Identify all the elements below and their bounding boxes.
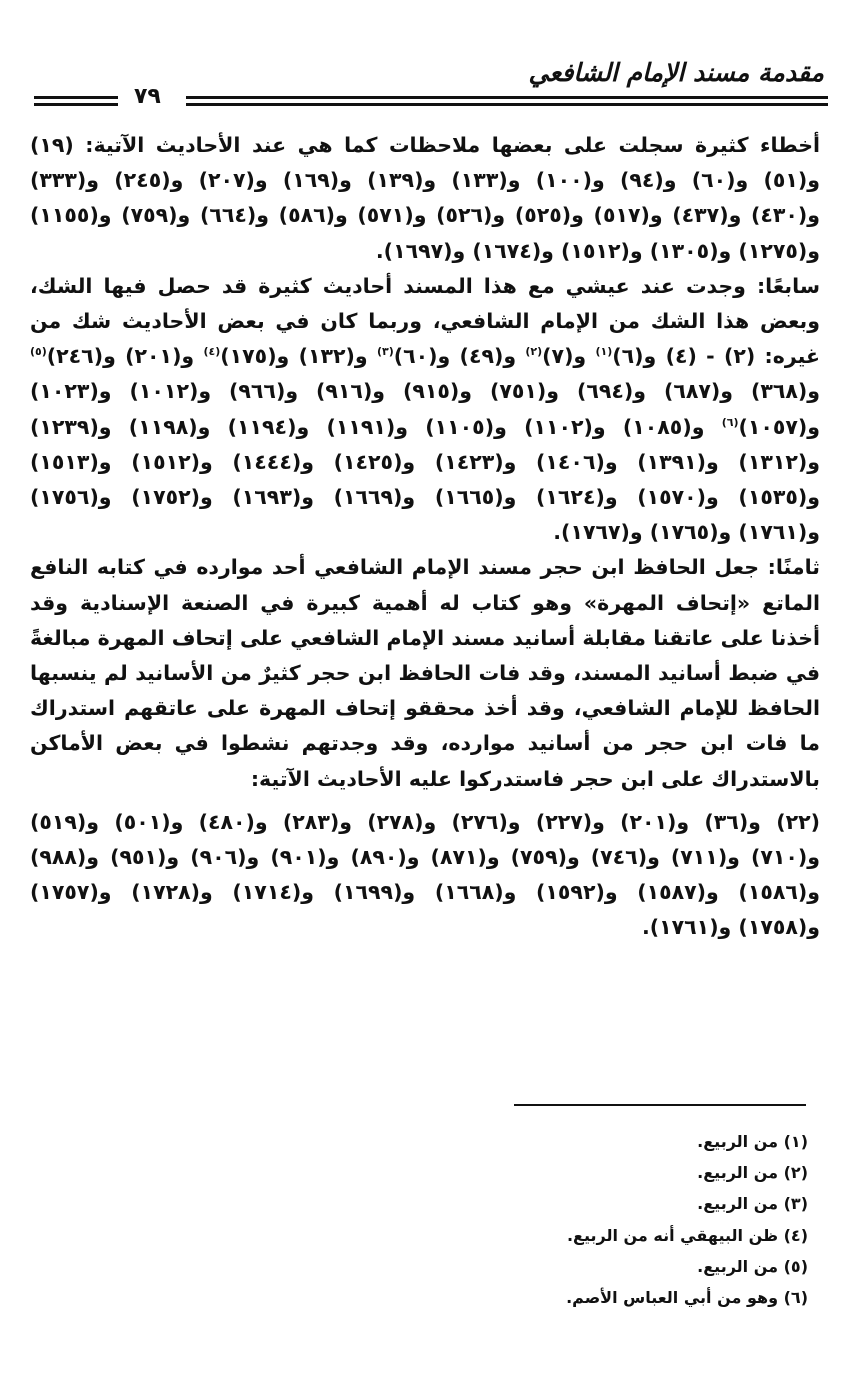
- paragraph: [30, 128, 820, 269]
- hadith-number-list: و(١٠٢٣) و(١٠٥٧): [30, 379, 821, 439]
- hadith-number-list: و(١٤٤٤) و(١٥١٢) و(١٥١٣) و(١٥٣٥) و(١٥٧٠) و(١٦٢٤) و(١٦٦٥): [30, 449, 820, 510]
- hadith-number-list: و(٢٤٦): [46, 344, 116, 369]
- section-lead: سابعًا:: [756, 273, 820, 298]
- text-line: وقد فات الحافظ ابن حجر كثيرٌ من الأسانيد لم ينسبها الحافظ للإمام الشافعي، وقد: [30, 661, 821, 721]
- footnote: (٦) وهو من أبي العباس الأصم.: [566, 1288, 808, 1308]
- header-rule: [34, 96, 118, 99]
- hadith-number-list: و(١٧٢٨) و(١٧٥٧) و(١٧٥٨) و(١٧٦١).: [30, 880, 820, 940]
- header-rule: [186, 103, 828, 106]
- section-lead: ثامنًا:: [767, 555, 820, 580]
- footnote: (٢) من الربيع.: [697, 1163, 808, 1183]
- footnote-marker: (٥): [30, 345, 47, 359]
- hadith-number-list: و(١١٩٨) و(١٢٣٩) و(١٣١٢) و(١٣٩١) و(١٤٠٦) و(١٤٢٣) و(١٤٢٥): [30, 414, 820, 474]
- footnotes: [388, 1126, 808, 1313]
- hadith-number-list: و(٤٩) و(٦٠): [393, 344, 526, 369]
- main-text: [30, 128, 820, 946]
- running-title: مقدمة مسند الإمام الشافعي: [528, 58, 824, 87]
- paragraph: [30, 805, 820, 946]
- text-line: «إتحاف المهرة» وهو كتاب له أهمية كبيرة في الصنعة الإسنادية وقد أخذنا على عاتقنا: [30, 590, 820, 650]
- text-line: وبعض هذا الشك من الإمام الشافعي، وربما كان في بعض الأحاديث شك من غيره:: [30, 309, 820, 369]
- footnote: (٣) من الربيع.: [697, 1194, 808, 1214]
- hadith-number-list: و(١٣٢) و(١٧٥): [220, 344, 377, 369]
- footnote: (٤) ظن البيهقي أنه من الربيع.: [566, 1225, 808, 1245]
- footnote-marker: (٤): [203, 345, 221, 359]
- text-line: الأحاديث الآتية:: [250, 766, 402, 791]
- header-rule: [186, 96, 828, 99]
- hadith-number-list: (٢٢) و(٣٦) و(٢٠١) و(٢٢٧) و(٢٧٦) و(٢٧٨) و(٢٨٣) و(٤٨٠) و(٥٠١): [114, 809, 820, 834]
- hadith-number-list: و(١٦٦٩) و(١٦٩٣) و(١٧٥٢) و(١٧٥٦) و(١٧٦١) و(١٧٦٥) و(١٧٦٧).: [30, 485, 820, 545]
- hadith-number-list: و(٣٦٨) و(٦٨٧) و(٦٩٤) و(٧٥١) و(٩١٥) و(٩١٦) و(٩٦٦) و(١٠١٢): [129, 379, 820, 404]
- hadith-number-list: و(٥١٩) و(٧١٠) و(٧١١) و(٧٤٦) و(٧٥٩) و(٨٧١) و(٨٩٠) و(٩٠١) و(٩٠٦): [30, 809, 821, 870]
- hadith-number-list: (١٩) و(٥١) و(٦٠) و(٩٤) و(١٠٠) و(١٣٣) و(١٣٩) و(١٦٩) و(٢٠٧) و(٢٤٥): [30, 133, 821, 193]
- hadith-number-list: و(٧٥٩) و(١١٥٥) و(١٢٧٥) و(١٣٠٥) و(١٥١٢) و(١٦٧٤) و(١٦٩٧).: [30, 203, 820, 263]
- footnote-marker: (٦): [721, 415, 739, 429]
- paragraph-eighth: [30, 550, 820, 796]
- text-line: جعل الحافظ ابن حجر مسند الإمام الشافعي أحد موارده في كتابه النافع الماتع: [30, 555, 820, 615]
- footnote: (٥) من الربيع.: [697, 1256, 808, 1276]
- hadith-number-list: و(٩٥١) و(٩٨٨) و(١٥٨٦) و(١٥٨٧) و(١٥٩٢) و(١٦٦٨) و(١٦٩٩) و(١٧١٤): [30, 845, 820, 905]
- text-line: أخذ محققو إتحاف المهرة على عاتقهم استدراك ما فات ابن حجر من أسانيد موارده،: [30, 696, 821, 756]
- paragraph-seventh: [30, 269, 820, 551]
- running-header: [30, 56, 828, 112]
- header-rule: [34, 103, 118, 106]
- hadith-number-list: و(١٠٨٥) و(١١٠٢) و(١١٠٥) و(١١٩١) و(١١٩٤): [227, 414, 722, 439]
- page-number: ٧٩: [134, 84, 161, 109]
- hadith-number-list: و(٢٠١): [125, 344, 204, 369]
- footnote-marker: (٣): [376, 345, 394, 359]
- footnote-divider: [514, 1104, 806, 1106]
- text-line: وقد وجدتهم نشطوا في بعض الأماكن بالاستدراك على ابن حجر فاستدركوا عليه: [30, 731, 820, 791]
- footnote-marker: (٢): [525, 345, 543, 359]
- hadith-number-list: و(٣٣٣) و(٤٣٠) و(٤٣٧) و(٥١٧) و(٥٢٥) و(٥٢٦) و(٥٧١) و(٥٨٦) و(٦٦٤): [30, 168, 821, 228]
- footnote-marker: (١): [595, 345, 613, 359]
- text-line: مقابلة أسانيد مسند الإمام الشافعي على إتحاف المهرة مبالغةً في ضبط أسانيد المسند،: [30, 625, 820, 686]
- hadith-number-list: (٢) - (٤) و(٦): [612, 344, 756, 369]
- footnote: (١) من الربيع.: [697, 1132, 808, 1151]
- text-line: وجدت عند عيشي مع هذا المسند أحاديث كثيرة قد حصل فيها الشك،: [30, 273, 746, 298]
- text-line: أخطاء كثيرة سجلت على بعضها ملاحظات كما هي عند الأحاديث الآتية:: [85, 133, 820, 157]
- hadith-number-list: و(٧): [542, 344, 596, 369]
